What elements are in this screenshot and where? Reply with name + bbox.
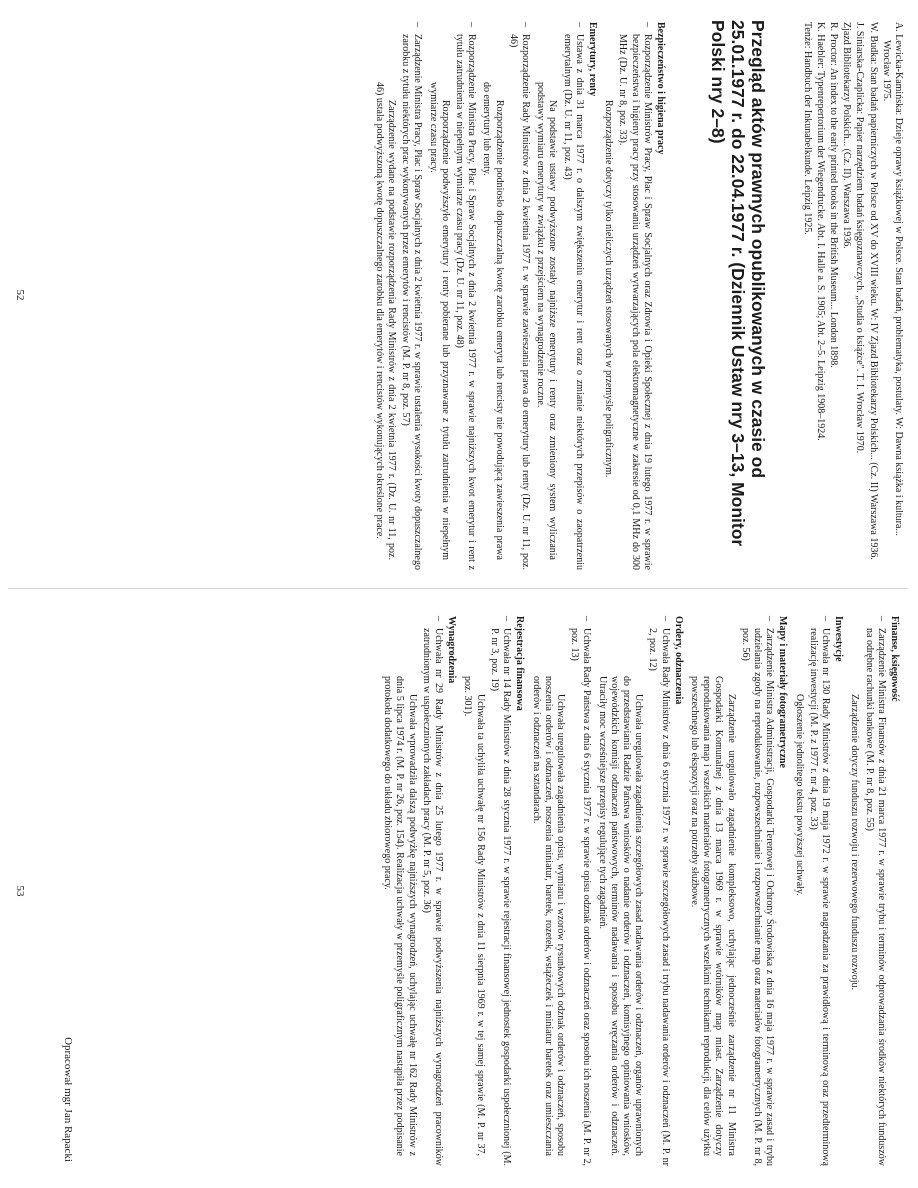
act-text: Rozporządzenie Ministra Pracy, Płac i Spraw Socjalnych z dnia 2 kwietnia 1977 r. w sprawie najniższych kwot emerytur i rent z tytułu zatrudnienia w niepełnym wymiarze czasu pracy (Dz. U. nr 11, poz. 48) <box>453 34 478 570</box>
dash-bullet: – <box>659 616 671 621</box>
act-entry <box>453 22 477 570</box>
act-entry <box>646 616 670 1166</box>
act-entry <box>616 22 653 570</box>
act-note: Rozporządzenie dotyczy tylko nieliczych urządzeń stosowanych w przemyśle poligraficznym. <box>603 100 615 478</box>
dash-bullet: – <box>875 616 887 621</box>
reference: J. Siniarska-Czaplicka: Papier narzędziem badań księgoznawczych. „Studia o książce". T. I. Wrocław 1970. <box>854 22 866 454</box>
right-body <box>378 616 904 1166</box>
act-text: Uchwała nr 14 Rady Ministrów z dnia 28 stycznia 1977 r. w sprawie rejestracji finansowej jednostek gospodarki uspołecznionej (M. P. nr 3, poz. 19) <box>488 628 513 1166</box>
act-text: Ustawa z dnia 31 marca 1977 r. o dalszym zwiększeniu emerytur i rent oraz o zmianie niektórych przepisów o zaopatrzeniu emerytalnym (Dz. U. nr 11, poz. 43) <box>561 34 585 570</box>
section-heading: Inwestycje <box>833 616 845 662</box>
act-entry <box>739 616 776 1166</box>
act-text: Zarządzenie Ministra Administracji, Gospodarki Terenowej i Ochrony Środowiska z dnia 16 maja 1977 r. w sprawie zasad i trybu udzielania zgody na reprodukowanie, rozpowszechnianie i rozpowszechnianie map oraz materiałów fotogrametrycznych (M. P. nr 8, poz. 56) <box>739 628 776 1166</box>
act-note: Rozporządzenie podniosło dopuszczalną kwotę zarobku emeryta lub rencisty nie powodującą zawieszenia prawa do emerytury lub renty. <box>481 82 505 560</box>
section-heading: Finanse, księgowość <box>889 616 900 702</box>
reference: W. Budka: Stan badań papierniczych w Polsce od XV do XVIII wieku. W: IV Zjazd Bibliotekarzy Polskich... (Cz. II) Warszawa 1936. <box>867 22 879 560</box>
dash-bullet: – <box>412 22 424 27</box>
dash-bullet: – <box>519 22 531 27</box>
reference: Tenże: Handbuch der Inkunabelkunde. Leipzig 1925. <box>801 22 813 235</box>
act-text: Uchwała nr 130 Rady Ministrów z dnia 19 maja 1972 r. w sprawie nagradzania za prawidłową i terminową oraz przedterminową realizację inwestycji (M. P. z 1977 r. nr 4, poz. 33) <box>807 628 831 1166</box>
section-heading: Mapy i materiały fotogrametryczne <box>777 616 789 768</box>
act-note: Na podstawie ustawy podwyższone zostały najniższe emerytury i renty oraz zmieniony system wyliczania podstawy wymiaru emerytury w związku z przejściem na wynagrodzenie roczne. <box>535 82 559 560</box>
page-gutter <box>8 588 908 589</box>
act-entry <box>862 616 886 1166</box>
dash-bullet: – <box>466 22 478 27</box>
act-entry <box>568 616 592 1166</box>
act-entry <box>507 22 531 570</box>
section-heading: Ordery, odznaczenia <box>672 616 684 705</box>
dash-bullet: – <box>819 616 831 621</box>
act-note: Uchwała ta uchyliła uchwałę nr 156 Rady Ministrów z dnia 11 sierpnia 1969 r. w tej samej sprawie (M. P. nr 37, poz. 301). <box>462 676 486 1156</box>
act-note: Zarządzenie wydane na podstawie rozporządzenia Rady Ministrów z dnia 2 kwietnia 1977 r. (Dz. U. nr 11, poz. 46) ustala podwyższoną kwotę dopuszczalnego zarobku dla emerytów i rencistów wykonujących określone prace. <box>373 82 397 560</box>
act-note: Uchwała wprowadziła dalszą podwyżkę najniższych wynagrodzeń, uchylając uchwałę nr 162 Rady Ministrów z dnia 5 lipca 1974 r. (M. P. nr 26, poz. 154). Realizacja uchwały w przemyśle poligraficznym nastąpiła przez podpisanie protokołu dodatkowego do układu zbiorowego pracy. <box>382 676 418 1156</box>
dash-bullet: – <box>433 616 445 621</box>
act-note: Zarządzenie uregulowało zagadnienie kompleksowo, uchylając jednocześnie zarządzenie nr 11 Ministra Gospodarki Komunalnej z dnia 13 marca 1969 r. w sprawie wtórników map miast. Zarządzenie dotyczy reprodukowania map i wszelkich materiałów fotogrametrycznych wszelkimi technikami reprodukcji, dla celów użytku powszechnego lub ekspozycji oraz na potrzeby służbowe. <box>688 676 737 1156</box>
dash-bullet: – <box>501 616 513 621</box>
act-entry <box>807 616 831 1166</box>
act-text: Zarządzenie Ministra Finansów z dnia 21 marca 1977 r. w sprawie trybu i terminów odprowadzania środków niektórych funduszów na odrębne rachunki bankowe (M. P. nr 8, poz. 55) <box>863 628 887 1166</box>
reference: R. Proctor: An index to the early printed books in the British Museum... London 1898. <box>827 22 839 368</box>
act-note: Rozporządzenie podwyższyło emerytury i renty pobierane lub przyznawane z tytułu zatrudnienia w niepełnym wymiarze czasu pracy. <box>427 82 451 560</box>
act-text: Uchwała Rady Ministrów z dnia 6 stycznia 1977 r. w sprawie szczegółowych zasad i trybu nadawania orderów i odznaczeń (M. P. nr 2, poz. 12) <box>647 628 671 1166</box>
act-text: Uchwała Rady Państwa z dnia 6 stycznia 1977 r. w sprawie opisu odznak orderów i odznaczeń oraz sposobu ich noszenia (M. P. nr 2, poz. 13) <box>569 628 593 1166</box>
page-number: 52 <box>14 289 26 301</box>
act-text: Uchwała nr 29 Rady Ministrów z dnia 25 lutego 1977 r. w sprawie podwyższenia najniższych wynagrodzeń pracowników zatrudnionym w uspołecznionych zakładach pracy (M. P. nr 5, poz. 36) <box>420 628 445 1166</box>
dash-bullet: – <box>581 616 593 621</box>
section-heading: Bezpieczeństwo i higiena pracy <box>655 22 666 155</box>
reference: A. Lewicka-Kamińska: Dzieje oprawy książkowej w Polsce. Stan badań, problematyka, postulaty. W: Dawna książka i kultura... Wrocław 1975. <box>880 22 904 536</box>
act-text: Rozporządzenie Rady Ministrów z dnia 2 kwietnia 1977 r. w sprawie zawieszania prawa do emerytury lub renty (Dz. U. nr 11, poz. 46) <box>507 34 531 570</box>
dash-bullet: – <box>764 616 776 621</box>
author-signature: Opracował mgr Jan Rapacki <box>62 1037 74 1162</box>
section-heading: Wynagrodzenia <box>446 616 458 684</box>
act-note: Zarządzenie dotyczy funduszu rozwoju i rezerwowego funduszu rozwoju. <box>849 694 861 990</box>
reference: K. Haebler: Typenrepertorium der Wiegendrucke. Abt. I. Halle a. S. 1905; Abt. 2–5. Leipzig 1908–1924. <box>814 22 826 441</box>
act-entry <box>420 616 444 1166</box>
act-entry <box>560 22 584 570</box>
dash-bullet: – <box>641 22 653 27</box>
act-text: Zarządzenie Ministra Pracy, Płac i Spraw Socjalnych z dnia 2 kwietnia 1977 r. w sprawie ustalenia wysokości kwoty dopuszczalnego zarobku z tytułu niektórych prac wykonywanych przez emerytów i rencistów (M. P. nr 8, poz. 57) <box>400 34 424 570</box>
act-note: Ogłoszenie jednolitego tekstu powyższej uchwały. <box>793 694 805 896</box>
dash-bullet: – <box>573 22 585 27</box>
bibliography <box>799 22 904 570</box>
left-page <box>0 0 918 590</box>
reference: Zjazd Bibliotekarzy Polskich... (Cz. II). Warszawa 1936. <box>841 22 853 249</box>
article-title: Przegląd aktów prawnych opublikowanych w czasie od 25.01.1977 r. do 22.04.1977 r. (Dziennik Ustaw nry 3–13, Monitor Polski nry 2–8) <box>708 20 768 547</box>
act-text: Rozporządzenie Ministrów Pracy, Płac i Spraw Socjalnych oraz Zdrowia i Opieki Społecznej z dnia 19 lutego 1977 r. w sprawie bezpieczeństwa i higieny pracy przy stosowaniu urządzeń wytwarzających pola elektromagnetyczne w zakresie od 0,1 MHz do 300 MHz (Dz. U. nr 8, poz. 33). <box>617 34 653 570</box>
act-note: Uchwała uregulowała zagadnienia szczegółowych zasad nadawania orderów i odznaczeń, organów uprawnionych do przedstawiania Radzie Państwa wniosków o nadanie orderów i odznaczeń, komisyjnego opiniowania wniosków, wojewódzkich komisji odznaczeń państwowych, terminów nadawania i sposobu wręczania orderów i odznaczeń. Utraciły moc wcześniejsze przepisy regulujące tych zagadnień. <box>596 676 645 1156</box>
act-entry <box>488 616 512 1166</box>
section-heading: Rejestracja finansowa <box>514 616 526 711</box>
page-number: 53 <box>14 885 26 897</box>
act-entry <box>399 22 423 570</box>
left-body <box>370 22 670 570</box>
right-page <box>0 594 918 1188</box>
section-heading: Emerytury, renty <box>586 22 598 97</box>
act-note: Uchwała uregulowała zagadnienia opisu, wymiaru i wzorów rysunkowych odznak orderów i odznaczeń, sposobu noszenia orderów i odznaczeń, noszenia miniatur, baretek, rozetek, wstążeczek i miniatur baretek oraz umieszczania orderów i odznaczeń na sztandarach. <box>530 676 566 1156</box>
